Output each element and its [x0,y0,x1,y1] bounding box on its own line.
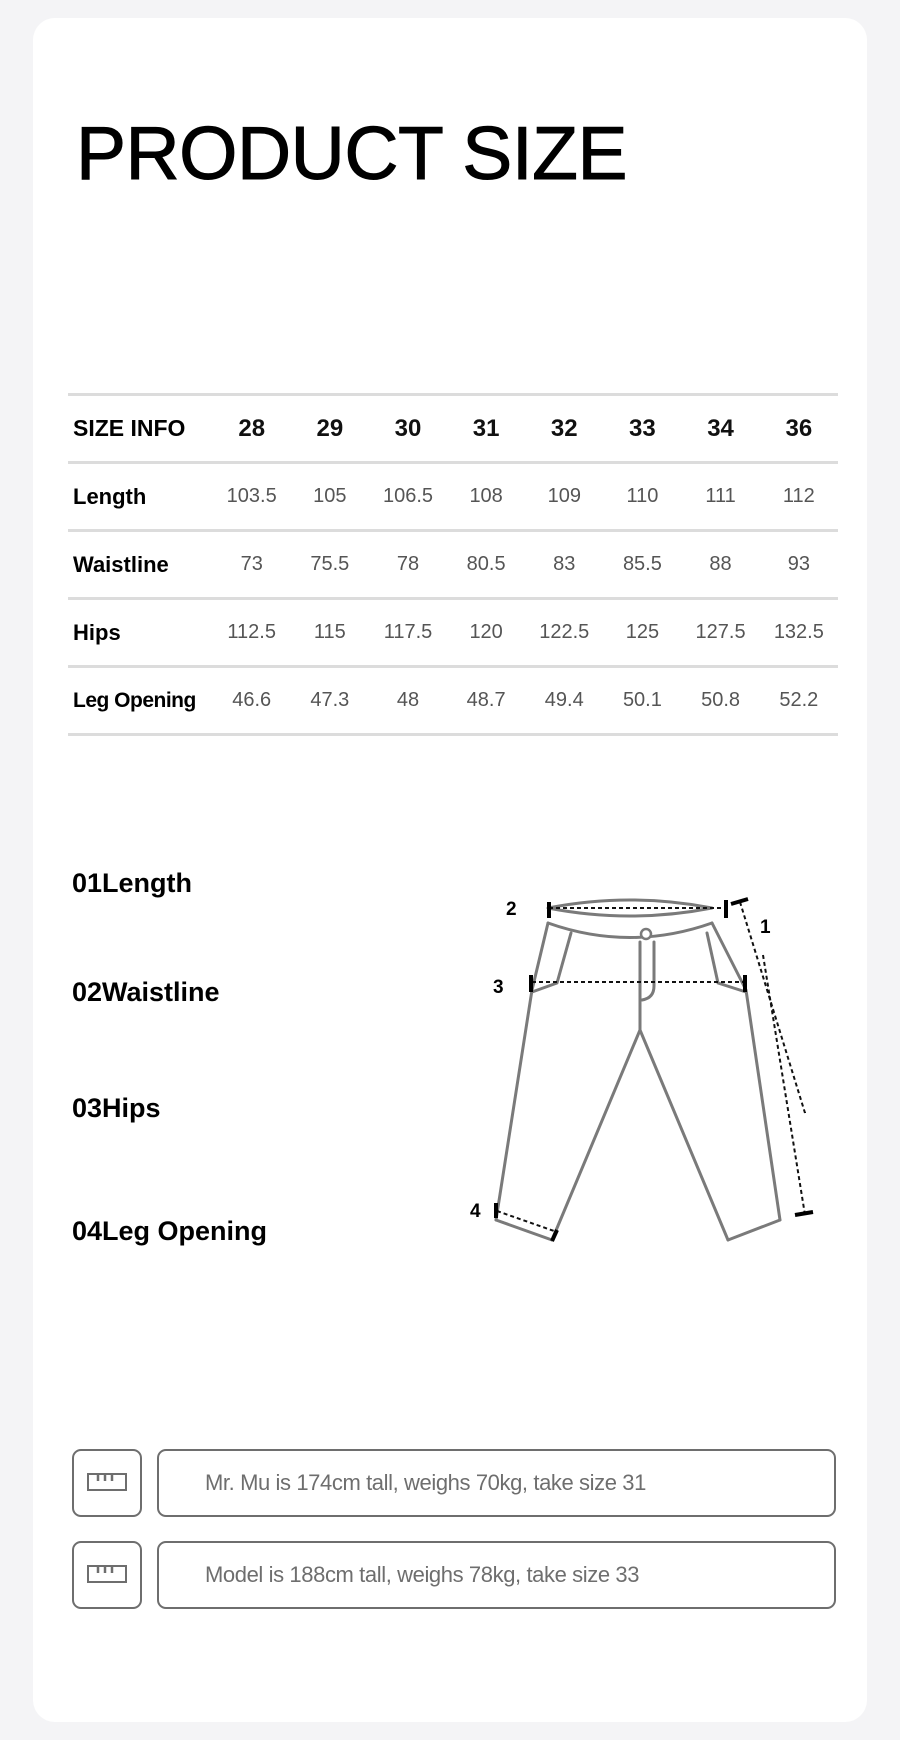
measure-label-leg-opening: 04Leg Opening [72,1216,268,1246]
row-label: Hips [73,619,121,645]
table-cell: 122.5 [539,621,590,643]
table-cell: 112 [782,485,815,507]
size-column-header: 30 [394,414,422,442]
table-cell: 110 [626,485,659,507]
size-table [68,393,838,736]
table-cell: 48.7 [466,689,506,711]
table-cell: 115 [313,621,346,643]
model-note [72,1449,836,1517]
size-info-header: SIZE INFO [73,415,186,441]
table-cell: 85.5 [622,553,662,575]
table-cell: 50.1 [622,689,662,711]
table-cell: 88 [709,553,732,575]
page-title: PRODUCT SIZE [76,111,628,195]
ruler-icon-box [72,1449,142,1517]
marker-3: 3 [493,977,504,998]
table-cell: 117.5 [383,621,433,643]
table-cell: 105 [313,485,347,507]
table-cell: 112.5 [227,621,276,643]
model-note-box [157,1449,836,1517]
table-cell: 125 [625,621,660,643]
table-cell: 75.5 [310,553,350,575]
table-cell: 127.5 [695,621,746,643]
size-column-header: 31 [472,414,500,442]
size-column-header: 36 [785,414,813,442]
table-cell: 52.2 [779,689,819,711]
table-cell: 49.4 [544,689,584,711]
table-cell: 103.5 [226,485,277,507]
size-column-header: 28 [238,414,266,442]
table-cell: 83 [553,553,576,575]
measure-label-waistline: 02Waistline [72,977,220,1007]
ruler-icon [87,1565,127,1585]
model-note-text: Mr. Mu is 174cm tall, weighs 70kg, take size 31 [205,1470,646,1495]
model-note-box [157,1541,836,1609]
table-cell: 50.8 [701,689,741,711]
table-cell: 109 [547,485,581,507]
table-cell: 47.3 [310,689,350,711]
table-row-length [68,463,838,531]
table-row-waistline [68,531,838,599]
table-cell: 108 [469,485,503,507]
row-label: Leg Opening [73,688,196,712]
marker-2: 2 [506,899,517,920]
table-cell: 93 [787,553,810,575]
table-cell: 106.5 [382,485,434,507]
size-column-header: 34 [707,414,734,442]
size-column-header: 29 [316,414,344,442]
ruler-icon-box [72,1541,142,1609]
table-cell: 73 [240,553,263,575]
ruler-icon [87,1473,127,1493]
model-note-text: Model is 188cm tall, weighs 78kg, take size 33 [205,1562,640,1587]
marker-4: 4 [470,1201,481,1222]
pants-diagram-icon [460,880,840,1270]
table-cell: 78 [396,553,420,575]
marker-1: 1 [760,917,771,938]
table-cell: 48 [396,689,420,711]
table-header-row [68,395,838,463]
table-cell: 120 [469,621,503,643]
table-cell: 132.5 [773,621,824,643]
measure-label-length: 01Length [72,868,193,898]
table-cell: 80.5 [466,553,506,575]
row-label: Waistline [73,551,169,577]
size-column-header: 33 [629,414,656,442]
size-column-header: 32 [550,414,578,442]
table-row-hips [68,599,838,667]
table-cell: 46.6 [232,689,272,711]
measure-label-hips: 03Hips [72,1093,161,1123]
model-note [72,1541,836,1609]
row-label: Length [73,483,147,509]
table-cell: 111 [705,485,736,507]
table-row-leg-opening [68,667,838,735]
